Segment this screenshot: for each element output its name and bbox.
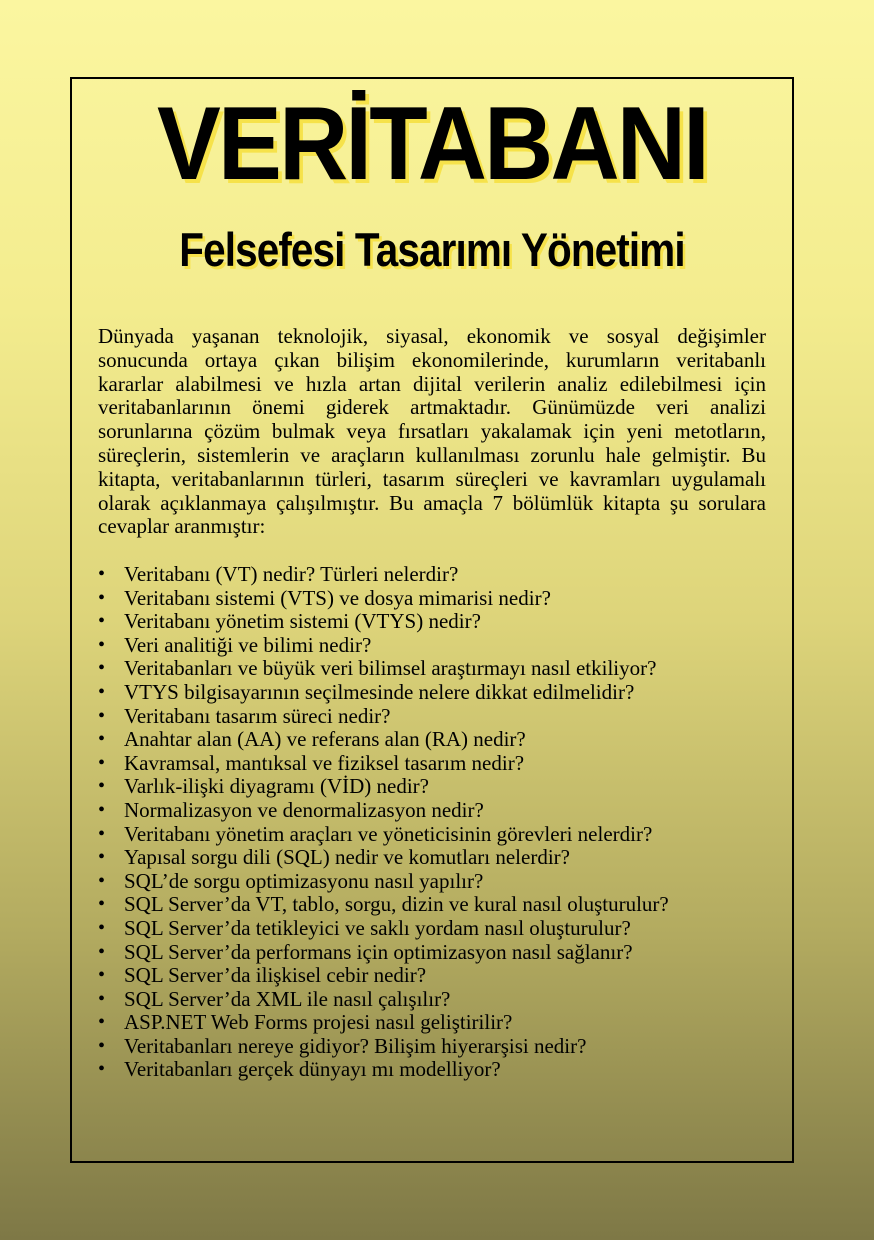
list-item: • SQL Server’da tetikleyici ve saklı yordam nasıl oluşturulur? <box>98 917 788 941</box>
list-item: • Veritabanları nereye gidiyor? Bilişim hiyerarşisi nedir? <box>98 1035 788 1059</box>
list-item: • Veritabanı (VT) nedir? Türleri nelerdir? <box>98 563 788 587</box>
book-subtitle: Felsefesi Tasarımı Yönetimi <box>179 223 685 276</box>
back-cover-frame <box>70 77 794 1163</box>
list-item: • Veri analitiği ve bilimi nedir? <box>98 634 788 658</box>
list-item: • SQL Server’da VT, tablo, sorgu, dizin ve kural nasıl oluşturulur? <box>98 893 788 917</box>
question-list <box>98 563 788 1082</box>
list-item: • Veritabanı sistemi (VTS) ve dosya mimarisi nedir? <box>98 587 788 611</box>
list-item: • Veritabanı tasarım süreci nedir? <box>98 705 788 729</box>
list-item: • SQL Server’da ilişkisel cebir nedir? <box>98 964 788 988</box>
list-item: • Kavramsal, mantıksal ve fiziksel tasarım nedir? <box>98 752 788 776</box>
book-title: VERİTABANI <box>156 86 708 202</box>
list-item: • Veritabanları gerçek dünyayı mı modelliyor? <box>98 1058 788 1082</box>
list-item: • VTYS bilgisayarının seçilmesinde nelere dikkat edilmelidir? <box>98 681 788 705</box>
list-item: • Veritabanı yönetim sistemi (VTYS) nedir? <box>98 610 788 634</box>
list-item: • ASP.NET Web Forms projesi nasıl geliştirilir? <box>98 1011 788 1035</box>
list-item: • Yapısal sorgu dili (SQL) nedir ve komutları nelerdir? <box>98 846 788 870</box>
intro-paragraph: Dünyada yaşanan teknolojik, siyasal, ekonomik ve sosyal değişimler sonucunda ortaya çıkan bilişim ekonomilerinde, kurumların veritabanlı kararlar alabilmesi ve hızla artan dijital verilerin analiz edilebilmesi için veritabanlarının önemi giderek artmaktadır. Günümüzde veri analizi sorunlarına çözüm bulmak veya fırsatları yakalamak için yeni metotların, süreçlerin, sistemlerin ve araçların kullanılması zorunlu hale gelmiştir. Bu kitapta, veritabanlarının türleri, tasarım süreçleri ve kavramları uygulamalı olarak açıklanmaya çalışılmıştır. Bu amaçla 7 bölümlük kitapta şu sorulara cevaplar aranmıştır: <box>98 324 766 539</box>
list-item: • Normalizasyon ve denormalizasyon nedir? <box>98 799 788 823</box>
list-item: • SQL’de sorgu optimizasyonu nasıl yapılır? <box>98 870 788 894</box>
list-item: • Veritabanları ve büyük veri bilimsel araştırmayı nasıl etkiliyor? <box>98 657 788 681</box>
list-item: • Veritabanı yönetim araçları ve yöneticisinin görevleri nelerdir? <box>98 823 788 847</box>
list-item: • Anahtar alan (AA) ve referans alan (RA) nedir? <box>98 728 788 752</box>
list-item: • SQL Server’da XML ile nasıl çalışılır? <box>98 988 788 1012</box>
list-item: • SQL Server’da performans için optimizasyon nasıl sağlanır? <box>98 941 788 965</box>
list-item: • Varlık-ilişki diyagramı (VİD) nedir? <box>98 775 788 799</box>
